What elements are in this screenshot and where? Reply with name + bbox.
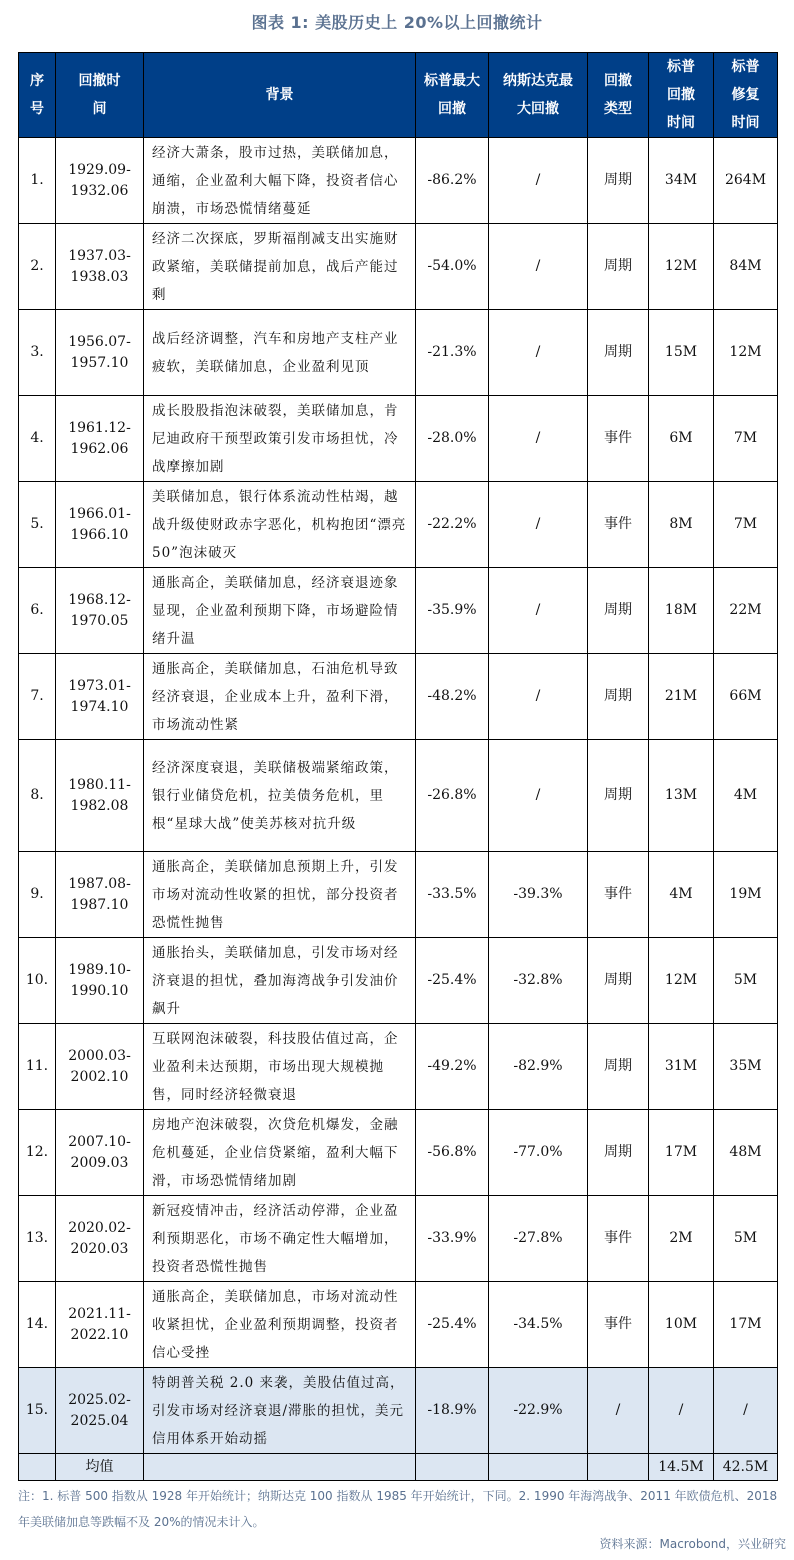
cell-sp-recovery: 264M xyxy=(714,138,778,224)
cell-sp-max: -25.4% xyxy=(416,938,489,1024)
cell-empty xyxy=(588,1454,649,1481)
period-start: 1973.01- xyxy=(68,677,131,694)
cell-type: 周期 xyxy=(588,568,649,654)
header-type: 回撤类型 xyxy=(588,53,649,138)
table-row xyxy=(19,310,778,396)
footnote: 注：1. 标普 500 指数从 1928 年开始统计；纳斯达克 100 指数从 1985 年开始统计，下同。2. 1990 年海湾战争、2011 年欧债危机、2018 年美联储加息等跌幅不及 20%的情况未计入。 xyxy=(18,1489,778,1529)
table-row xyxy=(19,396,778,482)
period-start: 1987.08- xyxy=(68,875,131,892)
header-sp-max: 标普最大回撤 xyxy=(416,53,489,138)
period-start: 1966.01- xyxy=(68,505,131,522)
period-end: 2002.10 xyxy=(70,1068,129,1085)
header-ndx-max: 纳斯达克最大回撤 xyxy=(489,53,588,138)
cell-ndx-max: -27.8% xyxy=(489,1196,588,1282)
cell-period xyxy=(56,938,144,1024)
cell-no: 7. xyxy=(19,654,56,740)
cell-sp-recovery: 5M xyxy=(714,938,778,1024)
cell-sp-recovery: 7M xyxy=(714,396,778,482)
cell-sp-recovery: 12M xyxy=(714,310,778,396)
cell-sp-dd-time: 12M xyxy=(649,938,714,1024)
period-start: 1956.07- xyxy=(68,333,131,350)
cell-ndx-max: / xyxy=(489,654,588,740)
cell-type: 周期 xyxy=(588,1110,649,1196)
cell-type: 事件 xyxy=(588,396,649,482)
cell-empty xyxy=(416,1454,489,1481)
cell-ndx-max: -32.8% xyxy=(489,938,588,1024)
cell-sp-recovery: 19M xyxy=(714,852,778,938)
period-end: 2009.03 xyxy=(70,1154,129,1171)
cell-sp-dd-time: 4M xyxy=(649,852,714,938)
cell-background: 特朗普关税 2.0 来袭，美股估值过高，引发市场对经济衰退/滞胀的担忧，美元信用体系开始动摇 xyxy=(144,1368,416,1454)
table-row xyxy=(19,482,778,568)
cell-background: 互联网泡沫破裂，科技股估值过高，企业盈利未达预期，市场出现大规模抛售，同时经济轻微衰退 xyxy=(144,1024,416,1110)
cell-type: 事件 xyxy=(588,482,649,568)
period-start: 1980.11- xyxy=(68,776,131,793)
cell-period xyxy=(56,224,144,310)
cell-sp-recovery: 17M xyxy=(714,1282,778,1368)
period-start: 2000.03- xyxy=(68,1047,131,1064)
cell-period xyxy=(56,310,144,396)
cell-sp-max: -48.2% xyxy=(416,654,489,740)
cell-sp-dd-time: 18M xyxy=(649,568,714,654)
period-end: 2022.10 xyxy=(70,1326,129,1343)
cell-no: 9. xyxy=(19,852,56,938)
cell-sp-max: -22.2% xyxy=(416,482,489,568)
period-start: 1929.09- xyxy=(68,161,131,178)
cell-no: 2. xyxy=(19,224,56,310)
cell-ndx-max: / xyxy=(489,224,588,310)
period-start: 2020.02- xyxy=(68,1219,131,1236)
header-no: 序号 xyxy=(19,53,56,138)
cell-sp-dd-time: 10M xyxy=(649,1282,714,1368)
cell-sp-max: -25.4% xyxy=(416,1282,489,1368)
period-end: 1974.10 xyxy=(70,698,129,715)
cell-no: 4. xyxy=(19,396,56,482)
cell-no: 15. xyxy=(19,1368,56,1454)
cell-sp-dd-time: 15M xyxy=(649,310,714,396)
period-start: 1989.10- xyxy=(68,961,131,978)
table-row xyxy=(19,224,778,310)
cell-no: 5. xyxy=(19,482,56,568)
cell-background: 通胀抬头，美联储加息，引发市场对经济衰退的担忧，叠加海湾战争引发油价飙升 xyxy=(144,938,416,1024)
cell-background: 房地产泡沫破裂，次贷危机爆发，金融危机蔓延，企业信贷紧缩，盈利大幅下滑，市场恐慌情绪加剧 xyxy=(144,1110,416,1196)
cell-no: 10. xyxy=(19,938,56,1024)
period-end: 1962.06 xyxy=(70,440,129,457)
cell-ndx-max: -82.9% xyxy=(489,1024,588,1110)
cell-sp-recovery: 66M xyxy=(714,654,778,740)
cell-period xyxy=(56,852,144,938)
period-end: 2025.04 xyxy=(70,1412,129,1429)
cell-sp-recovery: 48M xyxy=(714,1110,778,1196)
cell-period xyxy=(56,654,144,740)
header-sp-recovery: 标普修复时间 xyxy=(714,53,778,138)
header-sp-dd-time: 标普回撤时间 xyxy=(649,53,714,138)
cell-sp-recovery: 84M xyxy=(714,224,778,310)
cell-ndx-max: / xyxy=(489,740,588,852)
cell-background: 通胀高企，美联储加息，经济衰退迹象显现，企业盈利预期下降，市场避险情绪升温 xyxy=(144,568,416,654)
cell-background: 通胀高企，美联储加息预期上升，引发市场对流动性收紧的担忧，部分投资者恐慌性抛售 xyxy=(144,852,416,938)
cell-period xyxy=(56,138,144,224)
header-period: 回撤时间 xyxy=(56,53,144,138)
table-row xyxy=(19,740,778,852)
cell-no: 12. xyxy=(19,1110,56,1196)
cell-sp-max: -86.2% xyxy=(416,138,489,224)
cell-no: 3. xyxy=(19,310,56,396)
cell-sp-dd-time: 2M xyxy=(649,1196,714,1282)
table-row xyxy=(19,138,778,224)
cell-sp-max: -33.9% xyxy=(416,1196,489,1282)
cell-sp-dd-time: 6M xyxy=(649,396,714,482)
source-note: 资料来源：Macrobond，兴业研究 xyxy=(599,1537,786,1551)
table-row xyxy=(19,1110,778,1196)
cell-no: 1. xyxy=(19,138,56,224)
cell-sp-recovery: 22M xyxy=(714,568,778,654)
period-start: 2007.10- xyxy=(68,1133,131,1150)
cell-empty xyxy=(144,1454,416,1481)
cell-type: 周期 xyxy=(588,654,649,740)
cell-background: 通胀高企，美联储加息，市场对流动性收紧担忧，企业盈利预期调整，投资者信心受挫 xyxy=(144,1282,416,1368)
cell-type: 周期 xyxy=(588,310,649,396)
cell-sp-max: -28.0% xyxy=(416,396,489,482)
period-end: 1987.10 xyxy=(70,896,129,913)
cell-sp-dd-time: 31M xyxy=(649,1024,714,1110)
cell-background: 新冠疫情冲击，经济活动停滞，企业盈利预期恶化，市场不确定性大幅增加，投资者恐慌性抛售 xyxy=(144,1196,416,1282)
cell-sp-recovery: / xyxy=(714,1368,778,1454)
period-end: 1957.10 xyxy=(70,354,129,371)
drawdown-table xyxy=(18,52,778,1481)
cell-no: 8. xyxy=(19,740,56,852)
cell-sp-max: -33.5% xyxy=(416,852,489,938)
average-sp-dd-time: 14.5M xyxy=(649,1454,714,1481)
period-end: 1938.03 xyxy=(70,268,129,285)
cell-sp-recovery: 7M xyxy=(714,482,778,568)
cell-type: / xyxy=(588,1368,649,1454)
cell-no: 14. xyxy=(19,1282,56,1368)
cell-sp-max: -18.9% xyxy=(416,1368,489,1454)
cell-ndx-max: / xyxy=(489,138,588,224)
cell-period xyxy=(56,482,144,568)
table-row xyxy=(19,568,778,654)
cell-type: 周期 xyxy=(588,1024,649,1110)
cell-ndx-max: -39.3% xyxy=(489,852,588,938)
cell-empty xyxy=(489,1454,588,1481)
cell-sp-recovery: 4M xyxy=(714,740,778,852)
cell-period xyxy=(56,1282,144,1368)
table-row xyxy=(19,1196,778,1282)
cell-no: 6. xyxy=(19,568,56,654)
table-row xyxy=(19,852,778,938)
cell-sp-recovery: 35M xyxy=(714,1024,778,1110)
cell-background: 美联储加息，银行体系流动性枯竭，越战升级使财政赤字恶化，机构抱团“漂亮 50”泡沫破灭 xyxy=(144,482,416,568)
average-row xyxy=(19,1454,778,1481)
cell-background: 经济大萧条，股市过热，美联储加息，通缩，企业盈利大幅下降，投资者信心崩溃，市场恐慌情绪蔓延 xyxy=(144,138,416,224)
cell-background: 经济二次探底，罗斯福削减支出实施财政紧缩，美联储提前加息，战后产能过剩 xyxy=(144,224,416,310)
period-start: 2025.02- xyxy=(68,1391,131,1408)
cell-sp-dd-time: 12M xyxy=(649,224,714,310)
period-start: 1961.12- xyxy=(68,419,131,436)
cell-ndx-max: / xyxy=(489,568,588,654)
table-row xyxy=(19,1024,778,1110)
cell-period xyxy=(56,1024,144,1110)
cell-type: 事件 xyxy=(588,1282,649,1368)
period-start: 1937.03- xyxy=(68,247,131,264)
cell-sp-max: -56.8% xyxy=(416,1110,489,1196)
cell-no: 13. xyxy=(19,1196,56,1282)
period-end: 2020.03 xyxy=(70,1240,129,1257)
average-label: 均值 xyxy=(56,1454,144,1481)
period-start: 1968.12- xyxy=(68,591,131,608)
cell-type: 事件 xyxy=(588,852,649,938)
cell-type: 周期 xyxy=(588,938,649,1024)
cell-type: 事件 xyxy=(588,1196,649,1282)
cell-period xyxy=(56,740,144,852)
cell-sp-dd-time: 13M xyxy=(649,740,714,852)
table-row xyxy=(19,1282,778,1368)
cell-ndx-max: / xyxy=(489,310,588,396)
cell-sp-dd-time: 34M xyxy=(649,138,714,224)
average-sp-recovery: 42.5M xyxy=(714,1454,778,1481)
cell-sp-dd-time: / xyxy=(649,1368,714,1454)
period-end: 1982.08 xyxy=(70,797,129,814)
cell-background: 经济深度衰退，美联储极端紧缩政策，银行业储贷危机，拉美债务危机，里根“星球大战”使美苏核对抗升级 xyxy=(144,740,416,852)
cell-type: 周期 xyxy=(588,138,649,224)
figure-title: 图表 1: 美股历史上 20%以上回撤统计 xyxy=(251,13,543,32)
table-row xyxy=(19,654,778,740)
cell-ndx-max: / xyxy=(489,482,588,568)
period-end: 1970.05 xyxy=(70,612,129,629)
cell-sp-dd-time: 21M xyxy=(649,654,714,740)
cell-background: 通胀高企，美联储加息，石油危机导致经济衰退，企业成本上升，盈利下滑，市场流动性紧 xyxy=(144,654,416,740)
period-end: 1932.06 xyxy=(70,182,129,199)
cell-sp-max: -54.0% xyxy=(416,224,489,310)
cell-no: 11. xyxy=(19,1024,56,1110)
period-end: 1990.10 xyxy=(70,982,129,999)
cell-background: 成长股股指泡沫破裂，美联储加息，肯尼迪政府干预型政策引发市场担忧，冷战摩擦加剧 xyxy=(144,396,416,482)
cell-sp-dd-time: 17M xyxy=(649,1110,714,1196)
table-header-row xyxy=(19,53,778,138)
cell-sp-max: -35.9% xyxy=(416,568,489,654)
cell-sp-recovery: 5M xyxy=(714,1196,778,1282)
cell-period xyxy=(56,1368,144,1454)
cell-sp-dd-time: 8M xyxy=(649,482,714,568)
table-row xyxy=(19,1368,778,1454)
cell-sp-max: -26.8% xyxy=(416,740,489,852)
cell-period xyxy=(56,396,144,482)
cell-ndx-max: -22.9% xyxy=(489,1368,588,1454)
period-end: 1966.10 xyxy=(70,526,129,543)
cell-period xyxy=(56,568,144,654)
cell-type: 周期 xyxy=(588,740,649,852)
cell-period xyxy=(56,1110,144,1196)
period-start: 2021.11- xyxy=(68,1305,131,1322)
cell-ndx-max: -77.0% xyxy=(489,1110,588,1196)
header-background: 背景 xyxy=(144,53,416,138)
cell-background: 战后经济调整，汽车和房地产支柱产业疲软，美联储加息，企业盈利见顶 xyxy=(144,310,416,396)
cell-empty xyxy=(19,1454,56,1481)
cell-period xyxy=(56,1196,144,1282)
table-row xyxy=(19,938,778,1024)
cell-ndx-max: -34.5% xyxy=(489,1282,588,1368)
cell-type: 周期 xyxy=(588,224,649,310)
cell-sp-max: -49.2% xyxy=(416,1024,489,1110)
cell-sp-max: -21.3% xyxy=(416,310,489,396)
cell-ndx-max: / xyxy=(489,396,588,482)
